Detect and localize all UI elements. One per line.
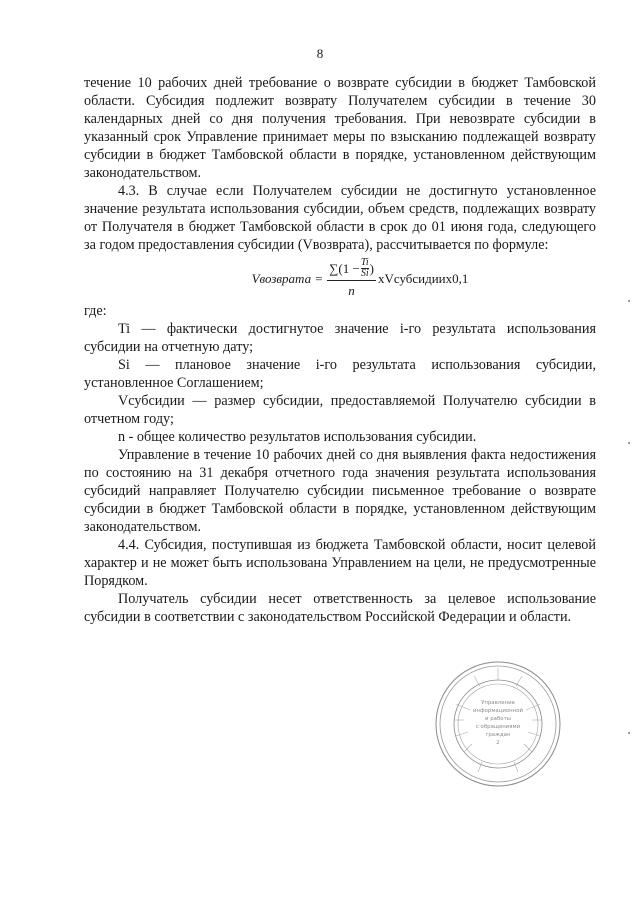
formula-ti-si — [361, 258, 369, 279]
formula-fraction — [327, 258, 376, 300]
paragraph-4-3: 4.3. В случае если Получателем субсидии не достигнуто установленное значение результата использования субсидии, объем средств, подлежащих возврату от Получателя в бюджет Тамбовской области в срок до 01 июня года, следующего за годом предоставления субсидии (Vвозврата), рассчитывается по формуле: — [84, 183, 596, 253]
formula-lhs: Vвозврата = — [251, 271, 324, 286]
definition-vsub: Vсубсидии — размер субсидии, предоставляемой Получателю субсидии в отчетном году; — [84, 393, 596, 427]
document-body — [84, 74, 596, 626]
stamp-line-4: с обращениями — [475, 724, 521, 730]
margin-mark — [628, 732, 630, 734]
formula-si: Si — [360, 268, 369, 279]
formula-numerator — [327, 258, 376, 281]
stamp-line-1: Управление — [481, 700, 515, 706]
stamp-line-3: и работы — [485, 716, 511, 722]
paragraph-4-4: 4.4. Субсидия, поступившая из бюджета Тамбовской области, носит целевой характер и не может быть использована Управлением на цели, не предусмотренные Порядком. — [84, 537, 596, 589]
formula-denominator: n — [348, 283, 355, 298]
official-seal-stamp — [434, 660, 562, 788]
stamp-line-5: граждан — [485, 732, 511, 738]
stamp-line-2: информационной — [472, 708, 524, 714]
stamp-line-6: 2 — [496, 740, 500, 746]
definition-n: n - общее количество результатов использования субсидии. — [118, 429, 477, 445]
formula-close: ) — [369, 260, 374, 276]
definition-ti: Ti — фактически достигнутое значение i-го результата использования субсидии на отчетную дату; — [84, 321, 596, 355]
margin-mark — [628, 442, 630, 444]
definition-si: Si — плановое значение i-го результата использования субсидии, установленное Соглашением; — [84, 357, 596, 391]
paragraph-responsibility: Получатель субсидии несет ответственность за целевое использование субсидии в соответствии с законодательством Российской Федерации и области. — [84, 591, 596, 625]
page-number: 8 — [316, 46, 324, 61]
where-label: где: — [84, 303, 107, 319]
formula-rhs: xVсубсидииx0,1 — [377, 271, 469, 286]
formula-ti: Ti — [360, 257, 369, 268]
margin-mark — [628, 300, 630, 302]
return-formula — [124, 256, 596, 302]
paragraph-return-demand: течение 10 рабочих дней требование о возврате субсидии в бюджет Тамбовской области. Субсидия подлежит возврату Получателем субсидии в течение 30 календарных дней со дня получения требования. При невозврате субсидии в указанный срок Управление принимает меры по взысканию подлежащей возврату субсидии в бюджет Тамбовской области в порядке, установленном действующим законодательством. — [84, 75, 596, 181]
paragraph-management-demand: Управление в течение 10 рабочих дней со дня выявления факта недостижения по состоянию на 31 декабря отчетного года значения результата использования субсидий направляет Получателю субсидии письменное требование о возврате субсидии в бюджет Тамбовской области в порядке, установленном действующим законодательством. — [84, 447, 596, 535]
formula-sum: ∑(1 − — [329, 260, 360, 276]
